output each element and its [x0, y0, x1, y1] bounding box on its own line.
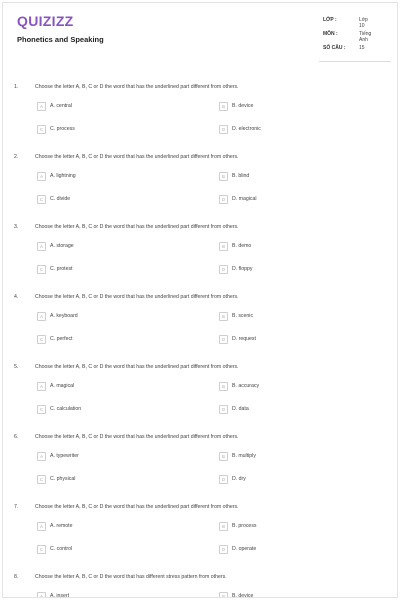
option-checkbox[interactable]: C: [37, 335, 46, 344]
question-text: Choose the letter A, B, C or D the word that has the underlined part different from others.: [35, 364, 239, 370]
option-checkbox[interactable]: D: [219, 475, 228, 484]
option-checkbox[interactable]: A: [37, 592, 46, 598]
option-checkbox[interactable]: B: [219, 312, 228, 321]
question-list: [3, 77, 397, 598]
meta-value: Tiếng Anh: [359, 31, 372, 43]
question-text: Choose the letter A, B, C or D the word that has the underlined part different from others.: [35, 294, 239, 300]
option-checkbox[interactable]: D: [219, 195, 228, 204]
question-text: Choose the letter A, B, C or D the word that has the underlined part different from others.: [35, 84, 239, 90]
option-text: D. dry: [232, 476, 246, 482]
option-text: A. keyboard: [50, 313, 78, 319]
meta-label: MÔN :: [323, 31, 338, 37]
question-item: [3, 77, 397, 147]
option-text: D. operate: [232, 546, 257, 552]
question-item: [3, 287, 397, 357]
option-checkbox[interactable]: D: [219, 545, 228, 554]
option-checkbox[interactable]: D: [219, 405, 228, 414]
option-text: A. insert: [50, 593, 70, 598]
question-number: 2.: [14, 154, 19, 160]
question-number: 3.: [14, 224, 19, 230]
option-text: C. calculation: [50, 406, 82, 412]
option-text: B. blind: [232, 173, 250, 179]
question-item: [3, 567, 397, 598]
option-text: A. lightning: [50, 173, 76, 179]
option-text: B. accuracy: [232, 383, 260, 389]
option-checkbox[interactable]: B: [219, 172, 228, 181]
question-text: Choose the letter A, B, C or D the word that has different stress pattern from others.: [35, 574, 227, 580]
question-text: Choose the letter A, B, C or D the word that has the underlined part different from others.: [35, 504, 239, 510]
option-text: C. control: [50, 546, 73, 552]
option-checkbox[interactable]: C: [37, 475, 46, 484]
question-text: Choose the letter A, B, C or D the word that has the underlined part different from others.: [35, 154, 239, 160]
option-text: C. protest: [50, 266, 73, 272]
option-text: A. remote: [50, 523, 73, 529]
meta-value: Lớp 10: [359, 17, 368, 29]
option-checkbox[interactable]: A: [37, 382, 46, 391]
question-number: 7.: [14, 504, 19, 510]
option-checkbox[interactable]: D: [219, 125, 228, 134]
option-text: B. device: [232, 103, 254, 109]
option-checkbox[interactable]: A: [37, 242, 46, 251]
question-item: [3, 217, 397, 287]
question-item: [3, 147, 397, 217]
option-checkbox[interactable]: B: [219, 522, 228, 531]
option-text: B. scenic: [232, 313, 254, 319]
option-checkbox[interactable]: B: [219, 382, 228, 391]
option-text: B. demo: [232, 243, 252, 249]
question-item: [3, 427, 397, 497]
option-checkbox[interactable]: C: [37, 125, 46, 134]
option-text: A. central: [50, 103, 72, 109]
worksheet-title: Phonetics and Speaking: [17, 35, 104, 44]
question-item: [3, 497, 397, 567]
quizizz-logo: QUIZIZZ: [17, 13, 74, 29]
option-text: B. process: [232, 523, 257, 529]
meta-value: 15: [359, 45, 365, 51]
option-checkbox[interactable]: A: [37, 522, 46, 531]
option-checkbox[interactable]: B: [219, 102, 228, 111]
option-text: D. electronic: [232, 126, 261, 132]
meta-label: SỐ CÂU :: [323, 45, 346, 51]
option-text: A. magical: [50, 383, 75, 389]
question-number: 1.: [14, 84, 19, 90]
option-text: D. magical: [232, 196, 257, 202]
question-text: Choose the letter A, B, C or D the word that has the underlined part different from others.: [35, 224, 239, 230]
question-number: 5.: [14, 364, 19, 370]
option-checkbox[interactable]: A: [37, 172, 46, 181]
option-checkbox[interactable]: B: [219, 242, 228, 251]
question-number: 4.: [14, 294, 19, 300]
worksheet-header: [3, 3, 397, 65]
option-text: C. physical: [50, 476, 76, 482]
option-checkbox[interactable]: B: [219, 452, 228, 461]
question-item: [3, 357, 397, 427]
question-number: 8.: [14, 574, 19, 580]
question-number: 6.: [14, 434, 19, 440]
option-text: C. divide: [50, 196, 71, 202]
option-text: D. data: [232, 406, 249, 412]
option-text: D. floppy: [232, 266, 253, 272]
option-checkbox[interactable]: A: [37, 312, 46, 321]
option-checkbox[interactable]: C: [37, 405, 46, 414]
option-text: C. perfect: [50, 336, 73, 342]
meta-label: LỚP :: [323, 17, 337, 23]
option-checkbox[interactable]: B: [219, 592, 228, 598]
option-checkbox[interactable]: C: [37, 195, 46, 204]
option-checkbox[interactable]: C: [37, 265, 46, 274]
option-text: A. typewriter: [50, 453, 79, 459]
option-text: C. process: [50, 126, 75, 132]
worksheet-page: [2, 2, 398, 598]
option-checkbox[interactable]: D: [219, 265, 228, 274]
option-checkbox[interactable]: A: [37, 452, 46, 461]
meta-divider: [319, 61, 391, 62]
option-text: A. storage: [50, 243, 74, 249]
option-checkbox[interactable]: A: [37, 102, 46, 111]
option-text: D. request: [232, 336, 256, 342]
option-checkbox[interactable]: D: [219, 335, 228, 344]
option-checkbox[interactable]: C: [37, 545, 46, 554]
option-text: B. device: [232, 593, 254, 598]
question-text: Choose the letter A, B, C or D the word that has the underlined part different from others.: [35, 434, 239, 440]
option-text: B. multiply: [232, 453, 256, 459]
